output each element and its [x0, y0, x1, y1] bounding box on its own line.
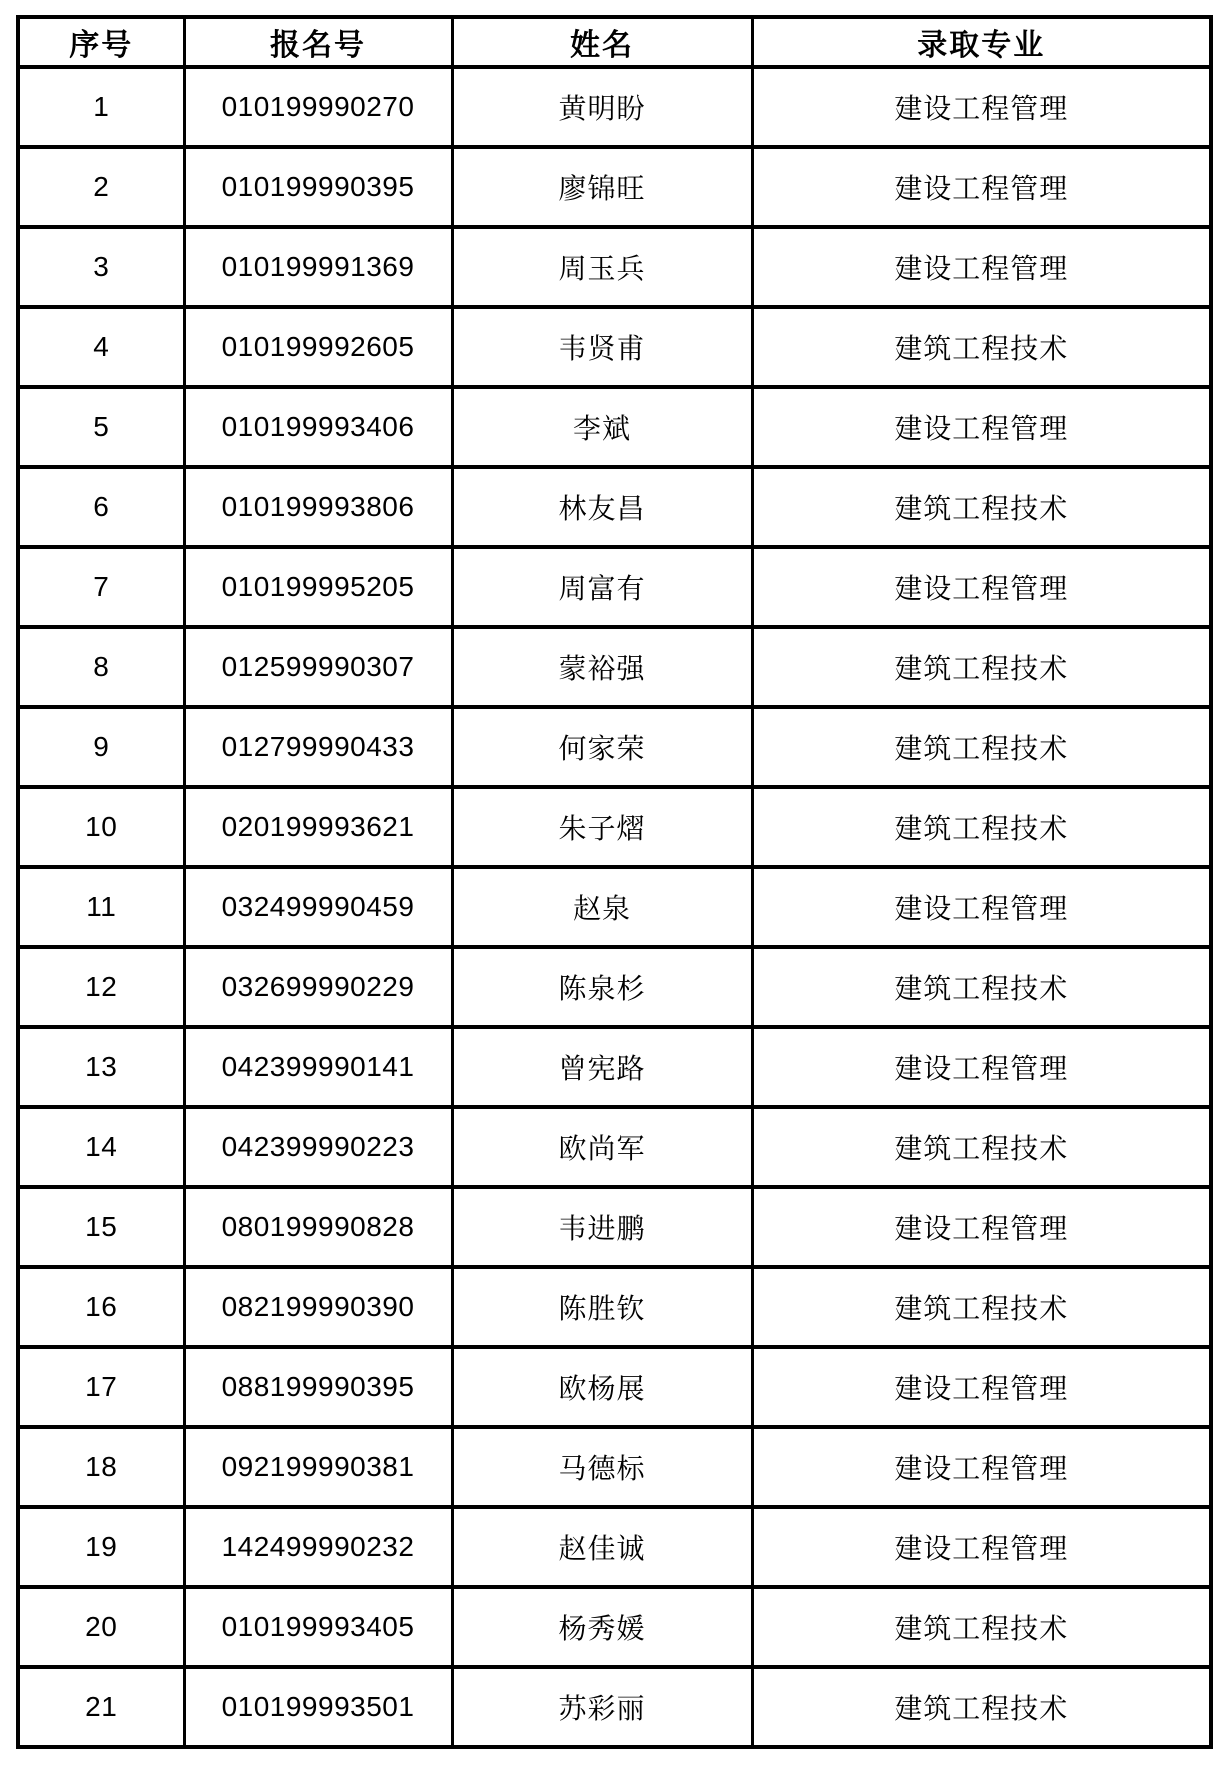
cell-admitted-major: 建设工程管理: [752, 67, 1211, 147]
cell-name: 杨秀媛: [452, 1587, 752, 1667]
table-row: [18, 1187, 1211, 1267]
cell-name: 韦进鹏: [452, 1187, 752, 1267]
cell-admitted-major: 建筑工程技术: [752, 1667, 1211, 1747]
cell-admitted-major: 建筑工程技术: [752, 1267, 1211, 1347]
table-row: [18, 1267, 1211, 1347]
cell-registration-number: 032499990459: [184, 867, 452, 947]
table-row: [18, 1507, 1211, 1587]
cell-name: 林友昌: [452, 467, 752, 547]
cell-serial-number: 20: [18, 1587, 184, 1667]
header-row: [18, 17, 1211, 67]
cell-admitted-major: 建设工程管理: [752, 387, 1211, 467]
cell-registration-number: 010199992605: [184, 307, 452, 387]
header-cell-name: 姓名: [452, 17, 752, 67]
table-row: [18, 1667, 1211, 1747]
cell-registration-number: 042399990223: [184, 1107, 452, 1187]
cell-name: 廖锦旺: [452, 147, 752, 227]
table-row: [18, 1107, 1211, 1187]
table-row: [18, 1427, 1211, 1507]
table-row: [18, 787, 1211, 867]
table-body: [18, 67, 1211, 1747]
table-row: [18, 1347, 1211, 1427]
cell-registration-number: 020199993621: [184, 787, 452, 867]
cell-admitted-major: 建设工程管理: [752, 1507, 1211, 1587]
cell-serial-number: 11: [18, 867, 184, 947]
cell-registration-number: 092199990381: [184, 1427, 452, 1507]
cell-admitted-major: 建设工程管理: [752, 1427, 1211, 1507]
cell-registration-number: 010199991369: [184, 227, 452, 307]
header-cell-admitted-major: 录取专业: [752, 17, 1211, 67]
cell-name: 欧尚军: [452, 1107, 752, 1187]
cell-name: 蒙裕强: [452, 627, 752, 707]
cell-serial-number: 12: [18, 947, 184, 1027]
cell-registration-number: 010199993406: [184, 387, 452, 467]
cell-serial-number: 8: [18, 627, 184, 707]
cell-serial-number: 7: [18, 547, 184, 627]
cell-serial-number: 6: [18, 467, 184, 547]
cell-registration-number: 010199990270: [184, 67, 452, 147]
cell-name: 陈泉杉: [452, 947, 752, 1027]
table-row: [18, 627, 1211, 707]
cell-registration-number: 010199990395: [184, 147, 452, 227]
cell-name: 周富有: [452, 547, 752, 627]
cell-serial-number: 17: [18, 1347, 184, 1427]
table-row: [18, 1587, 1211, 1667]
cell-registration-number: 010199993806: [184, 467, 452, 547]
cell-serial-number: 2: [18, 147, 184, 227]
cell-registration-number: 080199990828: [184, 1187, 452, 1267]
cell-admitted-major: 建筑工程技术: [752, 947, 1211, 1027]
cell-registration-number: 010199995205: [184, 547, 452, 627]
cell-admitted-major: 建筑工程技术: [752, 307, 1211, 387]
cell-serial-number: 18: [18, 1427, 184, 1507]
cell-serial-number: 9: [18, 707, 184, 787]
cell-name: 欧杨展: [452, 1347, 752, 1427]
cell-name: 赵泉: [452, 867, 752, 947]
cell-registration-number: 142499990232: [184, 1507, 452, 1587]
cell-name: 赵佳诚: [452, 1507, 752, 1587]
cell-registration-number: 032699990229: [184, 947, 452, 1027]
header-cell-registration-number: 报名号: [184, 17, 452, 67]
cell-serial-number: 15: [18, 1187, 184, 1267]
cell-admitted-major: 建筑工程技术: [752, 627, 1211, 707]
table-row: [18, 947, 1211, 1027]
table-row: [18, 547, 1211, 627]
cell-name: 韦贤甫: [452, 307, 752, 387]
cell-admitted-major: 建设工程管理: [752, 1347, 1211, 1427]
cell-admitted-major: 建设工程管理: [752, 227, 1211, 307]
cell-serial-number: 14: [18, 1107, 184, 1187]
cell-serial-number: 3: [18, 227, 184, 307]
cell-name: 周玉兵: [452, 227, 752, 307]
cell-admitted-major: 建设工程管理: [752, 1187, 1211, 1267]
cell-registration-number: 010199993501: [184, 1667, 452, 1747]
cell-admitted-major: 建设工程管理: [752, 1027, 1211, 1107]
table-row: [18, 67, 1211, 147]
cell-serial-number: 4: [18, 307, 184, 387]
table-row: [18, 147, 1211, 227]
cell-admitted-major: 建设工程管理: [752, 867, 1211, 947]
cell-admitted-major: 建设工程管理: [752, 147, 1211, 227]
cell-admitted-major: 建筑工程技术: [752, 707, 1211, 787]
cell-serial-number: 1: [18, 67, 184, 147]
cell-admitted-major: 建设工程管理: [752, 547, 1211, 627]
cell-name: 何家荣: [452, 707, 752, 787]
cell-serial-number: 13: [18, 1027, 184, 1107]
cell-admitted-major: 建筑工程技术: [752, 467, 1211, 547]
cell-name: 马德标: [452, 1427, 752, 1507]
cell-registration-number: 082199990390: [184, 1267, 452, 1347]
cell-serial-number: 5: [18, 387, 184, 467]
cell-registration-number: 010199993405: [184, 1587, 452, 1667]
cell-name: 陈胜钦: [452, 1267, 752, 1347]
cell-serial-number: 21: [18, 1667, 184, 1747]
admission-roster-table: [16, 15, 1213, 1749]
table-row: [18, 387, 1211, 467]
cell-name: 朱子熠: [452, 787, 752, 867]
cell-name: 黄明盼: [452, 67, 752, 147]
table-row: [18, 1027, 1211, 1107]
cell-serial-number: 19: [18, 1507, 184, 1587]
cell-registration-number: 012799990433: [184, 707, 452, 787]
cell-name: 曾宪路: [452, 1027, 752, 1107]
header-cell-serial-number: 序号: [18, 17, 184, 67]
cell-admitted-major: 建筑工程技术: [752, 1107, 1211, 1187]
cell-name: 苏彩丽: [452, 1667, 752, 1747]
table-row: [18, 867, 1211, 947]
table-row: [18, 467, 1211, 547]
cell-registration-number: 012599990307: [184, 627, 452, 707]
table-row: [18, 227, 1211, 307]
cell-serial-number: 16: [18, 1267, 184, 1347]
cell-serial-number: 10: [18, 787, 184, 867]
cell-admitted-major: 建筑工程技术: [752, 787, 1211, 867]
cell-registration-number: 042399990141: [184, 1027, 452, 1107]
table-row: [18, 707, 1211, 787]
cell-name: 李斌: [452, 387, 752, 467]
cell-registration-number: 088199990395: [184, 1347, 452, 1427]
table-row: [18, 307, 1211, 387]
cell-admitted-major: 建筑工程技术: [752, 1587, 1211, 1667]
